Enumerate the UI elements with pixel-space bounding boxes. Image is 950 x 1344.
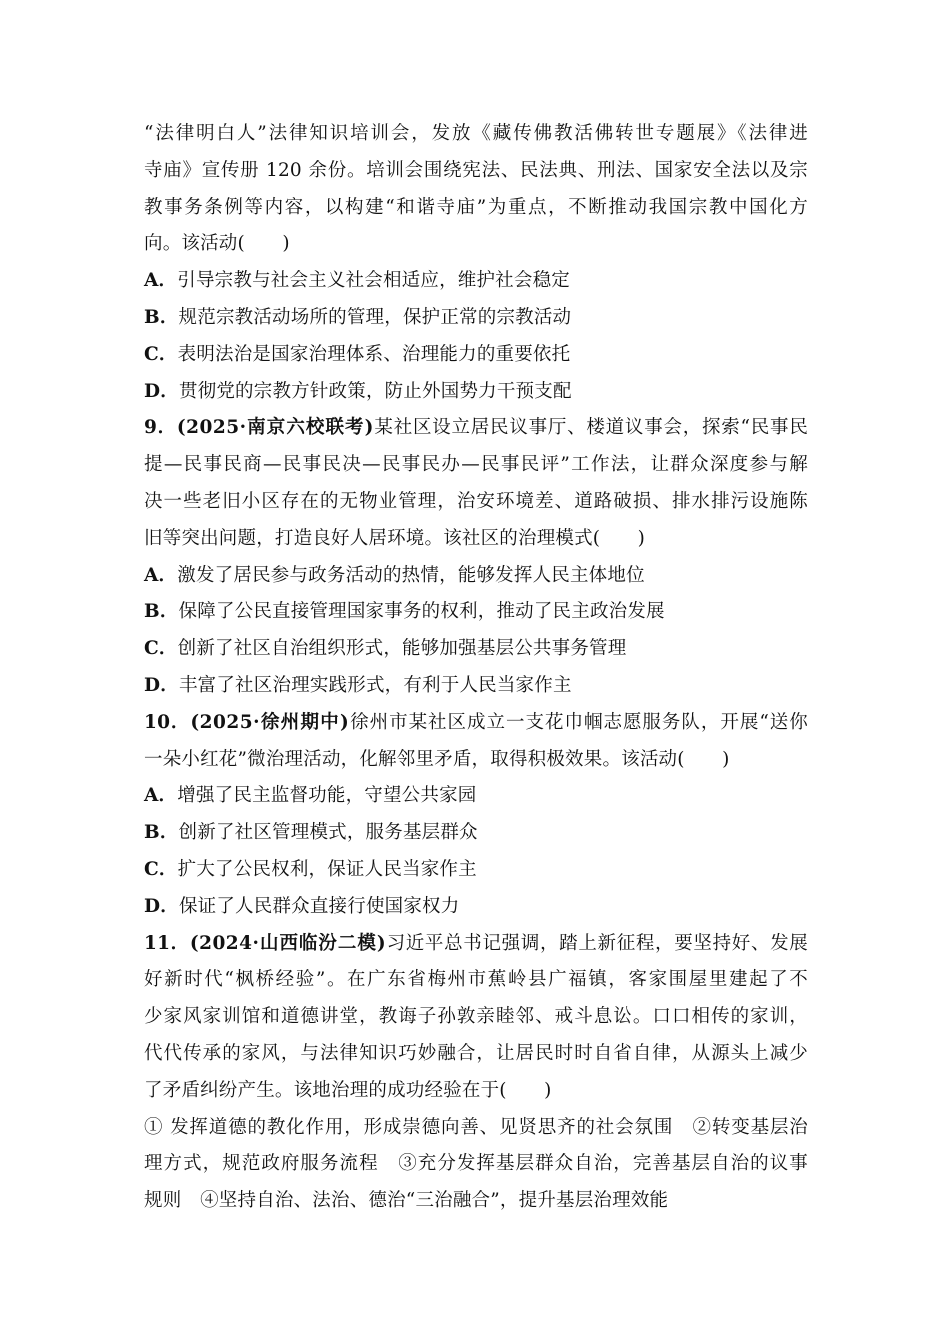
q9-option-b: [144, 594, 808, 631]
option-text: 增强了民主监督功能，守望公共家园: [177, 785, 477, 807]
option-letter: A．: [144, 564, 178, 586]
q8-stem-line: 寺庙》宣传册 120 余份。培训会围绕宪法、民法典、刑法、国家安全法以及宗: [144, 159, 808, 181]
option-text: 表明法治是国家治理体系、治理能力的重要依托: [177, 343, 571, 365]
q11-choice-line: 理方式，规范政府服务流程 ③充分发挥基层群众自治，完善基层自治的议事: [144, 1153, 808, 1175]
q10-stem-first: [144, 705, 808, 742]
option-letter: C．: [144, 343, 178, 365]
question-number: 9．: [144, 417, 177, 439]
q10-option-a: [144, 778, 808, 815]
q8-option-b: [144, 300, 808, 337]
q8-option-a: [144, 263, 808, 300]
option-letter: B．: [144, 822, 179, 844]
q9-stem-line: 决一些老旧小区存在的无物业管理，治安环境差、道路破损、排水排污设施陈: [144, 490, 808, 512]
option-text: 创新了社区管理模式，服务基层群众: [178, 822, 478, 844]
question-content: [144, 116, 808, 1220]
question-number: 10．: [144, 711, 191, 733]
question-source: (2025·徐州期中): [190, 711, 350, 733]
q9-option-d: [144, 668, 808, 705]
option-text: 保证了人民群众直接行使国家权力: [178, 895, 460, 917]
stem-text: 徐州市某社区成立一支花巾帼志愿服务队，开展“送你: [349, 711, 808, 733]
question-source: (2024·山西临汾二模): [189, 932, 387, 954]
option-letter: D．: [144, 380, 179, 402]
option-text: 创新了社区自治组织形式，能够加强基层公共事务管理: [177, 638, 627, 660]
q8-stem-line: 向。该活动( ): [144, 233, 290, 255]
option-letter: A．: [144, 270, 178, 292]
q11-stem-line: 少家风家训馆和道德讲堂，教诲子孙敦亲睦邻、戒斗息讼。口口相传的家训，: [144, 1006, 808, 1028]
q9-stem-first: [144, 410, 808, 447]
option-letter: A．: [144, 785, 178, 807]
option-letter: C．: [144, 858, 178, 880]
stem-text: 习近平总书记强调，踏上新征程，要坚持好、发展: [386, 932, 808, 954]
option-text: 扩大了公民权利，保证人民当家作主: [177, 858, 477, 880]
option-letter: D．: [144, 674, 179, 696]
q9-stem-line: 提—民事民商—民事民决—民事民办—民事民评”工作法，让群众深度参与解: [144, 454, 808, 476]
option-text: 丰富了社区治理实践形式，有利于人民当家作主: [178, 674, 572, 696]
q11-choice-line: ① 发挥道德的教化作用，形成崇德向善、见贤思齐的社会氛围 ②转变基层治: [144, 1116, 808, 1138]
q8-stem-line: “法律明白人”法律知识培训会，发放《藏传佛教活佛转世专题展》《法律进: [144, 123, 808, 144]
q11-stem-first: [144, 926, 808, 963]
q8-stem-line: 教事务条例等内容，以构建“和谐寺庙”为重点，不断推动我国宗教中国化方: [144, 196, 808, 218]
option-text: 引导宗教与社会主义社会相适应，维护社会稳定: [177, 270, 570, 292]
option-text: 激发了居民参与政务活动的热情，能够发挥人民主体地位: [177, 564, 645, 586]
q11-choice-line: 规则 ④坚持自治、法治、德治“三治融合”，提升基层治理效能: [144, 1190, 669, 1212]
q11-stem-line: 好新时代“枫桥经验”。在广东省梅州市蕉岭县广福镇，客家围屋里建起了不: [144, 969, 808, 991]
option-text: 规范宗教活动场所的管理，保护正常的宗教活动: [178, 306, 572, 328]
option-text: 保障了公民直接管理国家事务的权利，推动了民主政治发展: [178, 601, 665, 623]
q11-stem-line: 了矛盾纠纷产生。该地治理的成功经验在于( ): [144, 1079, 552, 1101]
q10-option-b: [144, 815, 808, 852]
q8-option-c: [144, 337, 808, 374]
q9-option-a: [144, 558, 808, 595]
option-letter: B．: [144, 306, 179, 328]
question-source: (2025·南京六校联考): [176, 417, 374, 439]
option-letter: C．: [144, 638, 178, 660]
question-number: 11．: [144, 932, 190, 954]
q9-option-c: [144, 631, 808, 668]
q9-stem-line: 旧等突出问题，打造良好人居环境。该社区的治理模式( ): [144, 527, 646, 549]
stem-text: 某社区设立居民议事厅、楼道议事会，探索“民事民: [373, 417, 809, 439]
option-text: 贯彻党的宗教方针政策，防止外国势力干预支配: [178, 380, 572, 402]
q11-stem-line: 代代传承的家风，与法律知识巧妙融合，让居民时时自省自律，从源头上减少: [144, 1042, 808, 1064]
q10-stem-line: 一朵小红花”微治理活动，化解邻里矛盾，取得积极效果。该活动( ): [144, 748, 730, 770]
option-letter: D．: [144, 895, 179, 917]
q8-option-d: [144, 374, 808, 411]
option-letter: B．: [144, 601, 179, 623]
q10-option-c: [144, 852, 808, 889]
q10-option-d: [144, 889, 808, 926]
